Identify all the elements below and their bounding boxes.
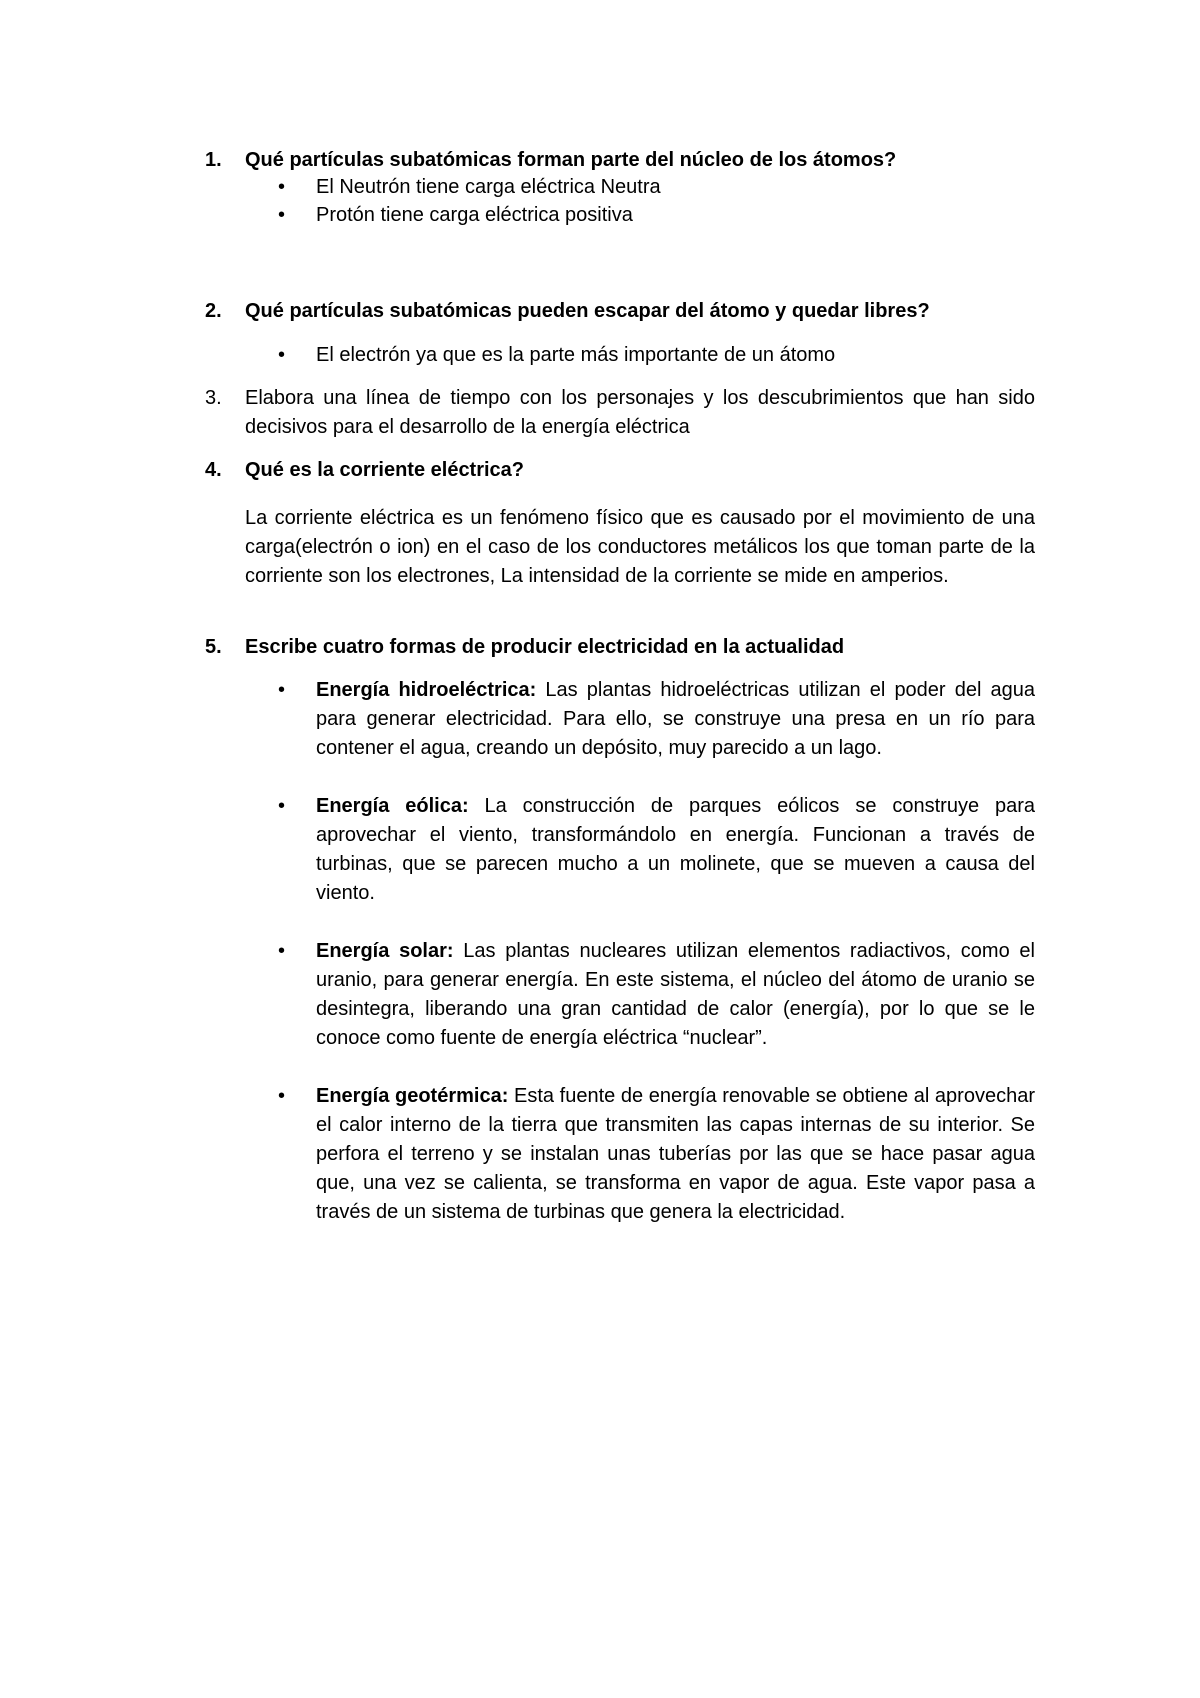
answer-text: La corriente eléctrica es un fenómeno físico que es causado por el movimiento de una carga(electrón o ion) en el caso de los conductores metálicos los que toman parte de la corriente son los electrones, La intensidad de la corriente se mide en amperios. [245, 507, 1035, 587]
question-text: Escribe cuatro formas de producir electricidad en la actualidad [245, 636, 845, 658]
question-number: 5. [205, 636, 222, 658]
question-number: 1. [205, 149, 222, 171]
energy-term: Energía hidroeléctrica: [316, 679, 537, 701]
energy-term: Energía eólica: [316, 795, 469, 817]
energy-term: Energía geotérmica: [316, 1085, 509, 1107]
question-text: Qué partículas subatómicas forman parte del núcleo de los átomos? [245, 149, 897, 171]
bullet-icon: • [278, 204, 286, 226]
energy-item-text [316, 937, 1035, 1053]
question-number: 2. [205, 300, 222, 322]
question-number: 4. [205, 459, 222, 481]
question-text: Qué partículas subatómicas pueden escapar del átomo y quedar libres? [245, 300, 930, 322]
energy-desc: Esta fuente de energía renovable se obtiene al aprovechar el calor interno de la tierra que transmiten las capas internas de su interior. Se perfora el terreno y se instalan unas tuberías por las que se hace pasar agua que, una vez se calienta, se transforma en vapor de agua. Este vapor pasa a través de un sistema de turbinas que genera la electricidad. [316, 1085, 1035, 1223]
bullet-icon: • [278, 176, 286, 198]
energy-desc: La construcción de parques eólicos se construye para aprovechar el viento, transformándolo en energía. Funcionan a través de turbinas, que se parecen mucho a un molinete, que se mueven a causa del viento. [316, 795, 1035, 904]
list-item-text: El electrón ya que es la parte más importante de un átomo [316, 344, 836, 366]
list-item-text: Protón tiene carga eléctrica positiva [316, 204, 633, 226]
bullet-icon: • [278, 344, 286, 366]
question-text: Elabora una línea de tiempo con los personajes y los descubrimientos que han sido decisivos para el desarrollo de la energía eléctrica [245, 387, 1035, 438]
energy-term: Energía solar: [316, 940, 454, 962]
energy-desc: Las plantas nucleares utilizan elementos radiactivos, como el uranio, para generar energía. En este sistema, el núcleo del átomo de uranio se desintegra, liberando una gran cantidad de calor (energía), por lo que se le conoce como fuente de energía eléctrica “nuclear”. [316, 940, 1035, 1049]
question-number: 3. [205, 387, 222, 409]
bullet-icon: • [278, 795, 286, 817]
question-text: Qué es la corriente eléctrica? [245, 459, 525, 481]
bullet-icon: • [278, 940, 286, 962]
energy-item-text [316, 792, 1035, 908]
energy-item-text [316, 676, 1035, 763]
bullet-icon: • [278, 679, 286, 701]
energy-item-text [316, 1082, 1035, 1227]
bullet-icon: • [278, 1085, 286, 1107]
list-item-text: El Neutrón tiene carga eléctrica Neutra [316, 176, 661, 198]
energy-desc: Las plantas hidroeléctricas utilizan el poder del agua para generar electricidad. Para ello, se construye una presa en un río para contener el agua, creando un depósito, muy parecido a un lago. [316, 679, 1035, 759]
